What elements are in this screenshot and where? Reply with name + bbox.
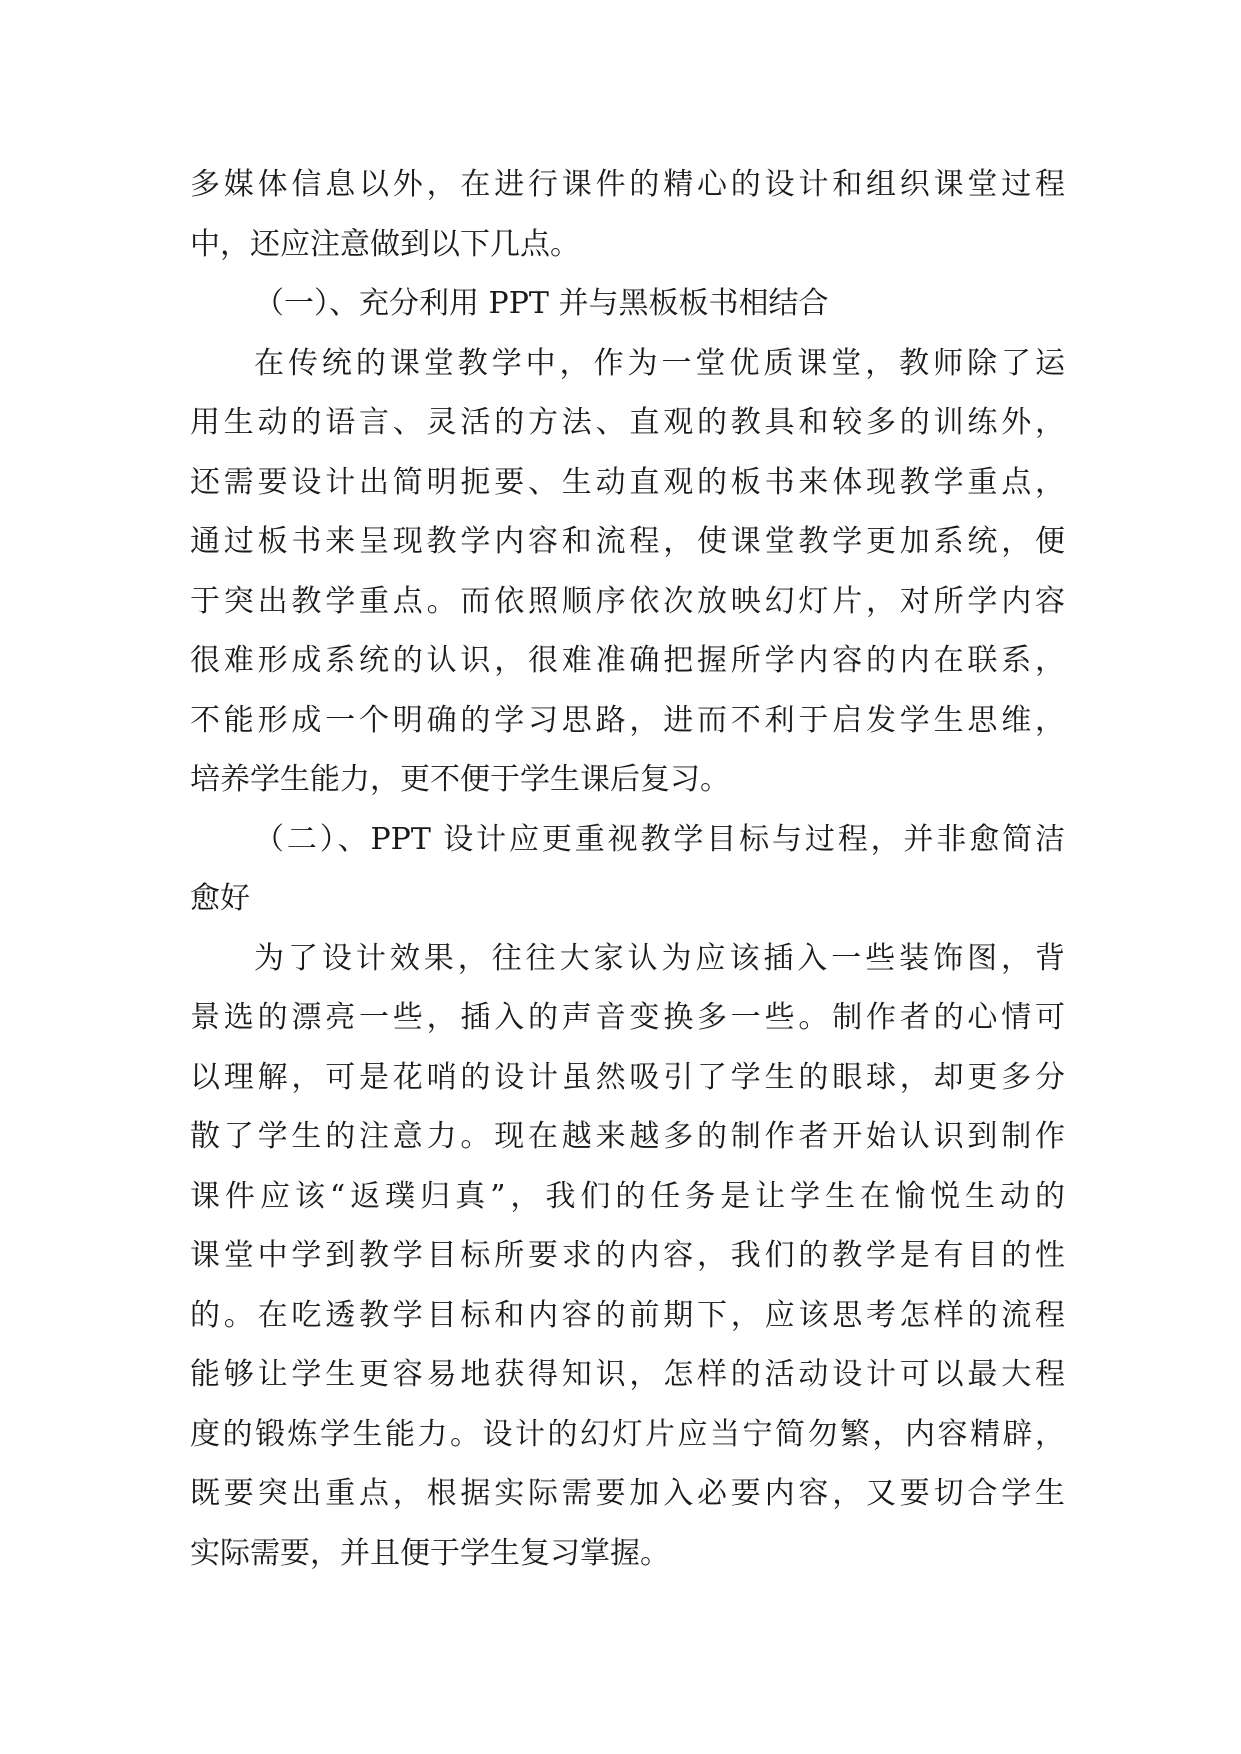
text-line: 中，还应注意做到以下几点。 <box>190 227 580 262</box>
text-line: 以理解，可是花哨的设计虽然吸引了学生的眼球，却更多分 <box>190 1060 1065 1095</box>
text-line: 课件应该“返璞归真”，我们的任务是让学生在愉悦生动的 <box>190 1179 1065 1214</box>
text-line: 度的锻炼学生能力。设计的幻灯片应当宁简勿繁，内容精辟， <box>190 1417 1065 1452</box>
text-line: 多媒体信息以外，在进行课件的精心的设计和组织课堂过程 <box>190 167 1065 202</box>
section-heading-continued: 愈好 <box>190 881 250 916</box>
text-line: 培养学生能力，更不便于学生课后复习。 <box>190 762 730 797</box>
text-line: 用生动的语言、灵活的方法、直观的教具和较多的训练外， <box>190 405 1065 440</box>
text-line: 在传统的课堂教学中，作为一堂优质课堂，教师除了运 <box>254 346 1065 381</box>
text-line: 于突出教学重点。而依照顺序依次放映幻灯片，对所学内容 <box>190 584 1065 619</box>
text-line: 很难形成系统的认识，很难准确把握所学内容的内在联系， <box>190 643 1065 678</box>
text-line: 的。在吃透教学目标和内容的前期下，应该思考怎样的流程 <box>190 1298 1065 1333</box>
text-line: 既要突出重点，根据实际需要加入必要内容，又要切合学生 <box>190 1476 1065 1511</box>
text-line: 能够让学生更容易地获得知识，怎样的活动设计可以最大程 <box>190 1357 1065 1392</box>
section-heading: （二）、PPT 设计应更重视教学目标与过程，并非愈简洁 <box>254 822 1065 857</box>
text-line: 还需要设计出简明扼要、生动直观的板书来体现教学重点， <box>190 465 1065 500</box>
text-line: 散了学生的注意力。现在越来越多的制作者开始认识到制作 <box>190 1119 1065 1154</box>
text-line: 不能形成一个明确的学习思路，进而不利于启发学生思维， <box>190 703 1065 738</box>
text-line: 通过板书来呈现教学内容和流程，使课堂教学更加系统，便 <box>190 524 1065 559</box>
text-line: 课堂中学到教学目标所要求的内容，我们的教学是有目的性 <box>190 1238 1065 1273</box>
text-line: 景选的漂亮一些，插入的声音变换多一些。制作者的心情可 <box>190 1000 1065 1035</box>
text-line: 为了设计效果，往往大家认为应该插入一些装饰图，背 <box>254 941 1065 976</box>
section-heading: （一）、充分利用 PPT 并与黑板板书相结合 <box>254 286 829 321</box>
text-line: 实际需要，并且便于学生复习掌握。 <box>190 1536 670 1571</box>
